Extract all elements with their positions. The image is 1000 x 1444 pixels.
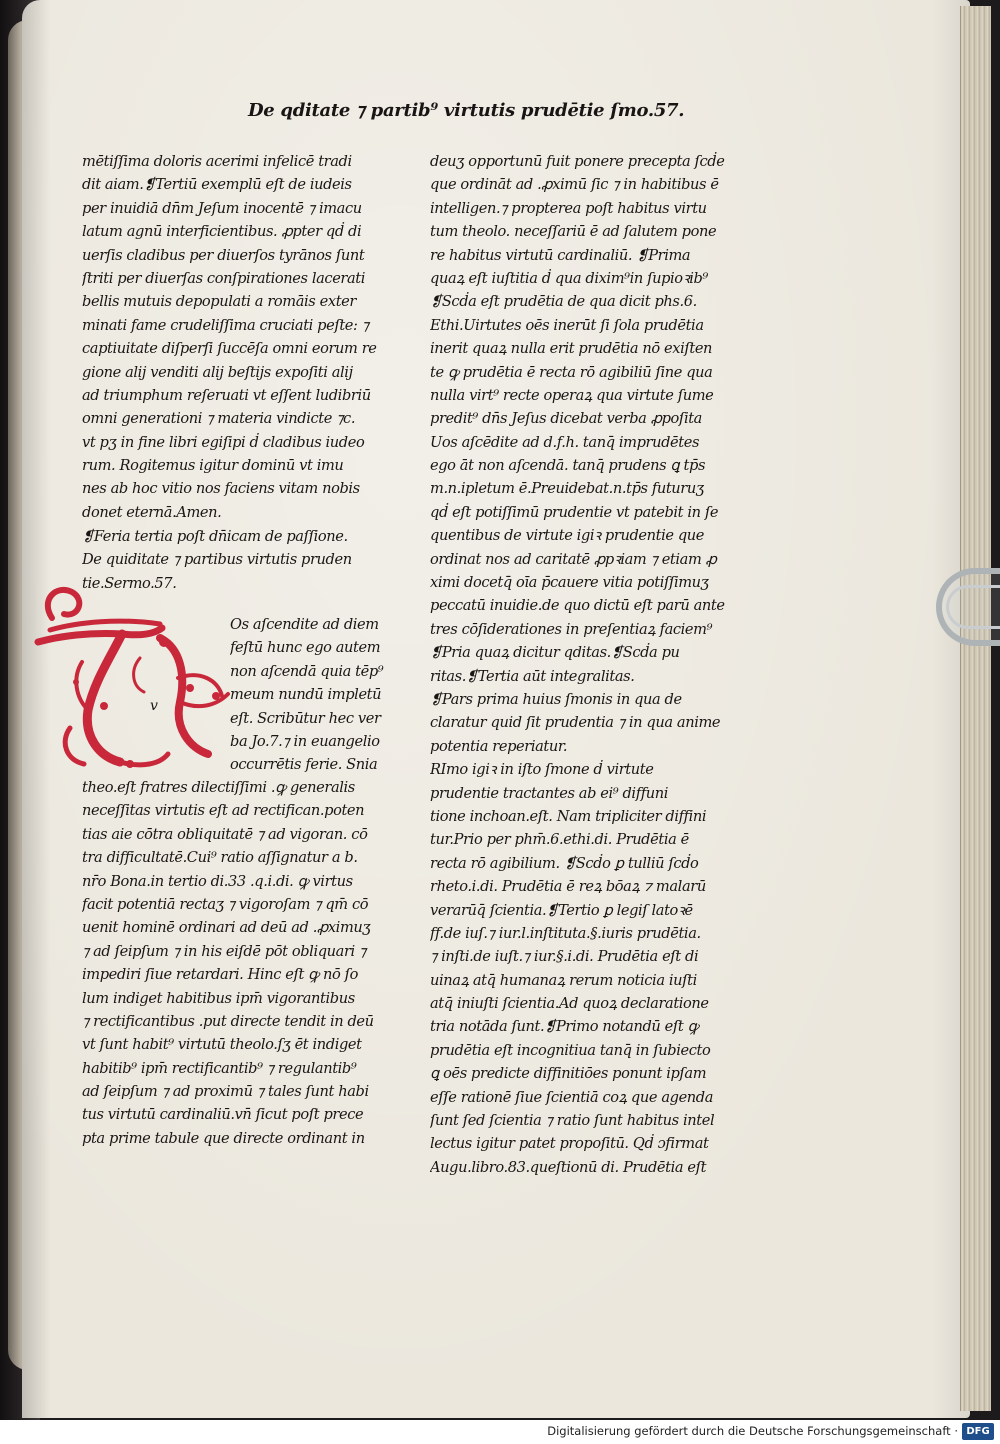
text-line: re habitus virtutū cardinaliū. ❡Prima	[430, 246, 691, 264]
text-line: uerſis cladibus per diuerſos tyrānos ſunt	[82, 246, 365, 264]
text-line: ⁊ inſti.de iuſt.⁊ iur.§.i.di. Prudētia eſt di	[430, 948, 699, 966]
text-line: recta rō agibilium. ❡Scḋo ꝑ tulliū ſcḋo	[430, 854, 699, 872]
text-line: inerit quaꝝ nulla erit prudētia nō exiſten	[430, 340, 713, 358]
text-line: quaꝝ eſt iuſtitia ḋ qua dixim⁹in ſupioꝛib⁹	[430, 269, 708, 287]
text-line: prudētia eſt incognitiua tanq̄ in ſubiecto	[430, 1041, 711, 1059]
text-line: ❡Pars prima huius ſmonis in qua de	[430, 690, 682, 708]
text-line: ❡Feria tertia poſt dn̄icam de paſſione.	[82, 528, 348, 545]
left-column-beside-initial	[230, 613, 422, 777]
footer-credit: Digitalisierung gefördert durch die Deutsche Forschungsgemeinschaft ·	[547, 1424, 958, 1438]
text-line: tur.Prio per phm̄.6.ethi.di. Prudētia ē	[430, 831, 689, 849]
text-line: ſunt ſed ſcientia ⁊ ratio ſunt habitus intel	[430, 1112, 715, 1130]
text-line: tra difficultatē.Cui⁹ ratio aſſignatur a b.	[82, 849, 358, 867]
text-line: ❡Scḋa eſt prudētia de qua dicit phs.6.	[430, 293, 697, 311]
text-line: impediri ſiue retardari. Hinc eſt ꝙ nō ſo	[82, 966, 358, 984]
text-line: rum. Rogitemus igitur dominū vt imu	[82, 457, 344, 475]
text-line: tres cōſiderationes in preſentiaꝝ faciem⁹	[430, 620, 713, 638]
left-column-bottom	[82, 776, 422, 1150]
text-line: nulla virt⁹ recte operaꝝ qua virtute ſume	[430, 386, 714, 404]
text-line: prudentie tractantes ab ei⁹ diffuni	[430, 784, 668, 802]
text-line: m.n.ipletum ē.Preuidebat.n.tp̄s futuruʒ	[430, 480, 704, 498]
text-line: ego āt non aſcendā. tanq̄ prudens ꝗ tp̄s	[430, 457, 706, 475]
text-line: captiuitate diſperſi ſuccēſa omni eorum re	[82, 340, 377, 358]
text-line: ximi docetq̄ oīa p̄cauere vitia potiſſimuʒ	[430, 574, 709, 592]
text-line: eſt. Scribūtur hec ver	[230, 709, 381, 727]
text-line: minati fame crudeliſſima cruciati peſte: ⁊	[82, 316, 369, 334]
text-line: ff.de iuſ.⁊ iur.l.inſtituta.§.iuris prudētia.	[430, 924, 701, 942]
text-line: neceſſitas virtutis eſt ad rectifican.poten	[82, 802, 365, 820]
text-line: tias aie cōtra obliquitatē ⁊ ad vigoran. cō	[82, 825, 368, 843]
text-line: deuʒ opportunū fuit ponere precepta ſcḋe	[430, 153, 725, 170]
text-line: atq̄ iniuſti ſcientia.Ad quoꝝ declaratione	[430, 995, 709, 1013]
text-line: peccatū inuidie.de quo dictū eſt parū ante	[430, 597, 725, 615]
text-line: vt pʒ in fine libri egiſipi ḋ cladibus iudeo	[82, 433, 365, 451]
text-line: ritas.❡Tertia aūt integralitas.	[430, 667, 635, 685]
running-head: De qditate ⁊ partib⁹ virtutis prudētie ſmo.57.	[248, 100, 685, 121]
text-line: tione inchoan.eſt. Nam tripliciter diffini	[430, 807, 707, 825]
text-line: lectus igitur patet propoſitū. Qḋ ɔfirmat	[430, 1135, 709, 1153]
text-line: feſtū hunc ego autem	[230, 639, 381, 657]
text-line: RImo igiꝛ in iſto ſmone ḋ virtute	[430, 761, 654, 779]
text-line: ⁊ ad ſeipſum ⁊ in his eiſdē pōt obliquari ⁊	[82, 942, 366, 960]
text-line: pta prime tabule que directe ordinant in	[82, 1129, 365, 1147]
text-line: non aſcendā quia tēp⁹	[230, 662, 384, 680]
text-line: tria notāda ſunt.❡Primo notandū eſt ꝙ	[430, 1018, 699, 1036]
text-line: ⁊ rectificantibus .put directe tendit in deū	[82, 1012, 374, 1030]
text-line: ſtriti per diuerſas conſpirationes lacerati	[82, 269, 366, 287]
text-line: occurrētis ferie. Snia	[230, 756, 378, 774]
text-line: ba Jo.7.⁊ in euangelio	[230, 732, 380, 750]
text-line: ordinat nos ad caritatē ꝓpꝛiam ⁊ etiam ꝓ	[430, 550, 717, 568]
svg-text:v: v	[150, 698, 158, 714]
text-line: potentia reperiatur.	[430, 737, 568, 755]
text-line: claratur quid ſit prudentia ⁊ in qua anime	[430, 714, 721, 732]
text-line: nes ab hoc vitio nos faciens vitam nobis	[82, 480, 360, 498]
text-line: te ꝙ prudētia ē recta rō agibiliū ſine qua	[430, 363, 713, 381]
text-line: theo.eſt fratres dilectiſſimi .ꝙ generalis	[82, 779, 355, 796]
text-line: Os aſcendite ad diem	[230, 616, 379, 633]
text-line: qḋ eſt potiſſimū prudentie vt patebit in ſe	[430, 503, 719, 521]
text-line: per inuidiā dn̄m Jeſum inocentē ⁊ imacu	[82, 199, 362, 217]
text-line: tus virtutū cardinaliū.vn̄ ſicut poſt prece	[82, 1106, 364, 1124]
text-line: verarūq̄ ſcientia.❡Tertio ꝑ legiſ latoꝛē	[430, 901, 693, 919]
text-line: tum theolo. neceſſariū ē ad ſalutem pone	[430, 223, 717, 241]
text-line: uinaꝝ atq̄ humanaꝝ rerum noticia iuſti	[430, 971, 697, 989]
text-line: bellis mutuis depopulati a romāis exter	[82, 293, 356, 311]
text-line: gione alij venditi alij beſtijs expoſiti alij	[82, 363, 353, 381]
text-line: intelligen.⁊ propterea poſt habitus virtu	[430, 199, 707, 217]
text-line: vt ſunt habit⁹ virtutū theolo.ſʒ ēt indiget	[82, 1036, 362, 1054]
left-column-top	[82, 150, 422, 524]
text-line: Augu.libro.83.queſtionū di. Prudētia eſt	[430, 1158, 707, 1176]
dfg-logo: DFG	[962, 1423, 994, 1440]
text-line: uenit hominē ordinari ad deū ad .ꝓximuʒ	[82, 919, 371, 937]
text-line: eſſe rationē ſiue ſcientiā coꝝ que agenda	[430, 1088, 714, 1106]
text-line: rheto.i.di. Prudētia ē reꝝ bōaꝝ ⁊ malarū	[430, 878, 706, 896]
text-line: nr̄o Bona.in tertio di.33 .q.i.di. ꝙ virtus	[82, 872, 353, 890]
text-line: ad ſeipſum ⁊ ad proximū ⁊ tales ſunt habi	[82, 1083, 369, 1101]
text-line: lum indiget habitibus ipm̄ vigorantibus	[82, 989, 355, 1007]
text-line: latum agnū interficientibus. ꝓpter qḋ di	[82, 223, 362, 241]
text-line: ad triumphum reſeruati vt eſſent ludibriū	[82, 386, 371, 404]
text-line: ❡Pria quaꝝ dicitur qditas.❡Scḋa pu	[430, 644, 680, 662]
text-line: tie.Sermo.57.	[82, 574, 177, 592]
text-line: mētiſſima doloris acerimi infelicē tradi	[82, 153, 352, 170]
text-line: Ethi.Uirtutes oēs inerūt ſi ſola prudētia	[430, 316, 704, 334]
paper-clip-inner	[946, 585, 1000, 629]
text-line: quentibus de virtute igiꝛ prudentie que	[430, 527, 705, 545]
text-line: ꝗ oēs predicte diffinitiōes ponunt ipſam	[430, 1065, 707, 1083]
text-line: facit potentiā rectaʒ ⁊ vigoroſam ⁊ qm̄ cō	[82, 895, 369, 913]
text-line: omni generationi ⁊ materia vindicte ⁊c.	[82, 410, 356, 428]
text-line: Uos aſcēdite ad d.f.h. tanq̄ imprudētes	[430, 433, 700, 451]
text-line: meum nundū impletū	[230, 686, 382, 704]
text-line: dit aiam.❡Tertiū exemplū eſt de iudeis	[82, 176, 352, 194]
decorated-initial-V	[30, 578, 240, 778]
text-line: predit⁹ dn̄s Jeſus dicebat verba ꝓpoſita	[430, 410, 702, 428]
right-column	[430, 150, 770, 1179]
text-line: que ordināt ad .ꝓximū ſic ⁊ in habitibus ē	[430, 176, 719, 194]
text-line: donet eternā.Amen.	[82, 503, 222, 521]
footer-bar	[0, 1420, 1000, 1444]
page-edges	[960, 6, 991, 1411]
text-line: De quiditate ⁊ partibus virtutis pruden	[82, 551, 352, 569]
text-line: habitib⁹ ipm̄ rectificantib⁹ ⁊ regulantib⁹	[82, 1059, 357, 1077]
